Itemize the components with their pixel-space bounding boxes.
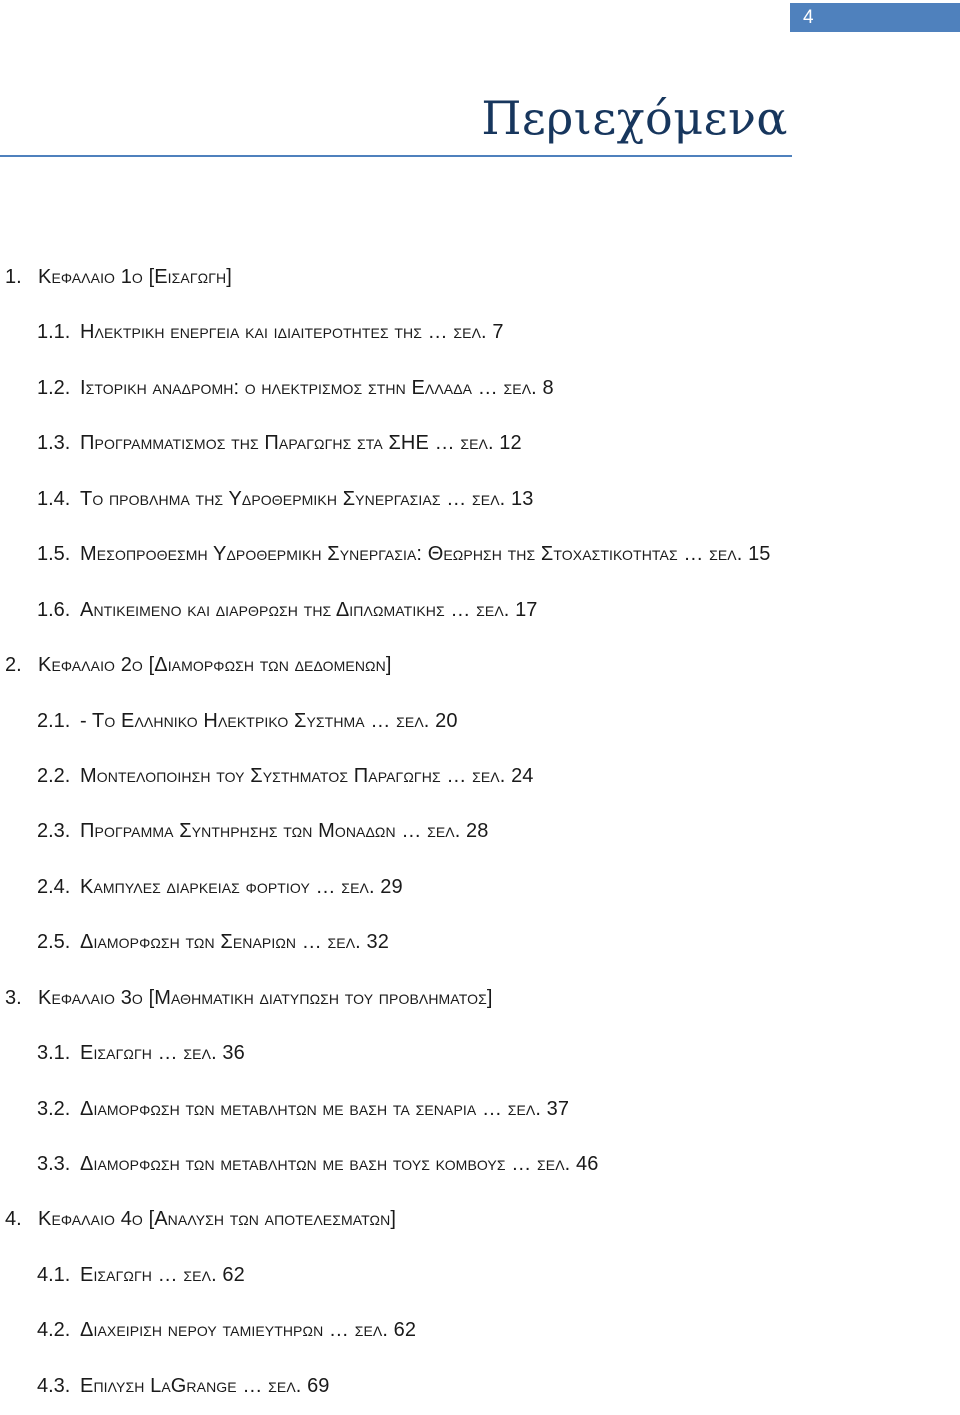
toc-entry-number: 2.1. — [37, 709, 71, 732]
toc-entry-number: 4. — [5, 1208, 22, 1231]
toc-entry-text: Εισαγωγη … σελ. 36 — [80, 1042, 245, 1065]
toc-entry-text: Κεφαλαιο 2ο [Διαμορφωση των δεδομενων] — [38, 654, 392, 677]
toc-chapter-4[interactable] — [0, 1190, 960, 1245]
toc-entry-text: Διαμορφωση των μεταβλητων με βαση τους κομβους … σελ. 46 — [80, 1153, 599, 1175]
toc-entry-text: Εισαγωγη … σελ. 62 — [80, 1263, 245, 1286]
toc-entry-text: Διαμορφωση των μεταβλητων με βαση τα σεναρια … σελ. 37 — [80, 1097, 570, 1120]
toc-entry-number: 1. — [5, 266, 22, 288]
page-number-badge: 4 — [790, 3, 960, 32]
toc-section-1-5[interactable] — [0, 525, 960, 580]
toc-entry-number: 4.1. — [37, 1263, 71, 1286]
toc-chapter-1[interactable] — [0, 248, 960, 303]
toc-entry-text: Διαχειριση νερου ταμιευτηρων … σελ. 62 — [80, 1319, 417, 1342]
toc-entry-text: Μεσοπροθεσμη Υδροθερμικη Συνεργασια: Θεωρηση της Στοχαστικοτητας … σελ. 15 — [80, 543, 771, 566]
toc-entry-number: 4.3. — [37, 1374, 71, 1397]
toc-entry-number: 1.3. — [37, 432, 71, 455]
toc-entry-number: 3. — [5, 986, 22, 1009]
toc-entry-text: Ιστορικη αναδρομη: ο ηλεκτρισμος στην Ελλαδα … σελ. 8 — [80, 376, 554, 399]
toc-entry-number: 1.1. — [37, 321, 71, 344]
toc-entry-number: 2.4. — [37, 875, 71, 898]
table-of-contents — [0, 248, 960, 1412]
toc-section-1-2[interactable] — [0, 359, 960, 414]
toc-entry-text: Μοντελοποιηση του Συστηματος Παραγωγης … σελ. 24 — [80, 764, 534, 787]
toc-entry-text: Διαμορφωση των Σεναριων … σελ. 32 — [80, 931, 389, 954]
toc-entry-text: Κεφαλαιο 3ο [Μαθηματικη διατυπωση του προβληματος] — [38, 986, 493, 1009]
toc-entry-text: Καμπυλες διαρκειας φορτιου … σελ. 29 — [80, 875, 403, 898]
toc-entry-text: Αντικειμενο και διαρθρωση της Διπλωματικης … σελ. 17 — [80, 598, 538, 621]
toc-section-4-2[interactable] — [0, 1301, 960, 1356]
toc-entry-text: Επιλυση LaGrange … σελ. 69 — [80, 1374, 330, 1397]
toc-entry-number: 2.5. — [37, 931, 71, 954]
toc-section-3-1[interactable] — [0, 1024, 960, 1079]
toc-section-4-1[interactable] — [0, 1246, 960, 1301]
toc-section-2-3[interactable] — [0, 802, 960, 857]
toc-entry-text: Ηλεκτρικη ενεργεια και ιδιαιτεροτητες της … σελ. 7 — [80, 321, 504, 344]
toc-entry-text: Κεφαλαιο 4ο [Αναλυση των αποτελεσματων] — [38, 1208, 396, 1231]
toc-entry-number: 4.2. — [37, 1319, 71, 1342]
toc-section-1-6[interactable] — [0, 581, 960, 636]
toc-chapter-2[interactable] — [0, 636, 960, 691]
toc-entry-number: 1.5. — [37, 543, 71, 566]
title-underline — [0, 155, 792, 157]
toc-section-4-3[interactable] — [0, 1357, 960, 1412]
toc-section-2-2[interactable] — [0, 747, 960, 802]
page-title: Περιεχόμενα — [481, 91, 788, 145]
toc-section-3-2[interactable] — [0, 1080, 960, 1135]
toc-entry-number: 3.2. — [37, 1097, 71, 1120]
toc-section-3-3[interactable] — [0, 1135, 960, 1190]
toc-entry-text: Το προβλημα της Υδροθερμικη Συνεργασιας … σελ. 13 — [80, 487, 534, 510]
toc-section-1-3[interactable] — [0, 414, 960, 469]
toc-section-1-1[interactable] — [0, 303, 960, 358]
toc-entry-number: 1.2. — [37, 376, 71, 399]
toc-entry-number: 2. — [5, 654, 22, 677]
toc-section-2-5[interactable] — [0, 913, 960, 968]
toc-entry-number: 2.3. — [37, 820, 71, 843]
toc-entry-text: Προγραμμα Συντηρησης των Μοναδων … σελ. 28 — [80, 820, 489, 843]
toc-entry-number: 3.1. — [37, 1042, 71, 1065]
toc-entry-text: - Το Ελληνικο Ηλεκτρικο Συστημα … σελ. 20 — [80, 709, 458, 732]
toc-entry-number: 1.4. — [37, 487, 71, 510]
toc-chapter-3[interactable] — [0, 969, 960, 1024]
toc-entry-text: Κεφαλαιο 1ο [Εισαγωγη] — [38, 266, 232, 288]
toc-section-2-4[interactable] — [0, 858, 960, 913]
toc-section-1-4[interactable] — [0, 470, 960, 525]
toc-entry-text: Προγραμματισμος της Παραγωγης στα ΣΗΕ … σελ. 12 — [80, 432, 522, 455]
toc-entry-number: 1.6. — [37, 598, 71, 621]
toc-section-2-1[interactable] — [0, 692, 960, 747]
toc-entry-number: 2.2. — [37, 764, 71, 787]
toc-entry-number: 3.3. — [37, 1153, 71, 1175]
